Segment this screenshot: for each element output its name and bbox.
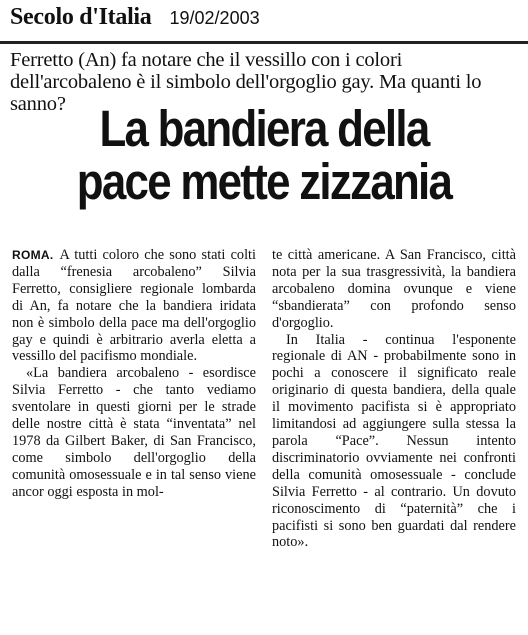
header-rule [0, 41, 528, 44]
headline-line-2: pace mette zizzania [76, 153, 452, 210]
article-subhead: Ferretto (An) fa notare che il vessillo con i colori dell'arcobaleno è il simbolo dell'orgoglio gay. Ma quanti lo sanno? [10, 49, 482, 115]
article-column-2 [272, 247, 516, 551]
dateline: ROMA. [12, 248, 54, 262]
publication-date: 19/02/2003 [169, 8, 260, 28]
publication-name: Secolo d'Italia [10, 4, 152, 30]
article-paragraph [12, 247, 256, 365]
article-paragraph: te città americane. A San Francisco, città nota per la sua trasgressività, la bandiera arcobaleno domina ovunque e viene “sbandierata” con profondo senso d'orgoglio. [272, 247, 516, 331]
paragraph-text: A tutti coloro che sono stati colti dalla “frenesia arcobaleno” Silvia Ferretto, consigliere regionale lombarda di An, fa notare che la bandiera iridata non è simbolo della pace ma dell'orgoglio gay e quindi è arbitrario averla eletta a vessillo del pacifismo mondiale. [12, 247, 256, 365]
masthead [10, 4, 260, 34]
headline-line-1: La bandiera della [99, 100, 429, 157]
article-paragraph: «La bandiera arcobaleno - esordisce Silvia Ferretto - che tanto vediamo sventolare in questi giorni per le strade delle nostre città è stata “inventata” nel 1978 da Gilbert Baker, di San Francisco, come simbolo dell'orgoglio della comunità omosessuale e in tal senso viene ancor oggi esposta in mol- [12, 365, 256, 500]
article-paragraph: In Italia - continua l'esponente regionale di AN - probabilmente sono in pochi a conoscere il significato reale originario di questa bandiera, della quale il movimento pacifista si è appropriato limitandosi ad aggiungere sulla stessa la parola “Pace”. Nessun intento discriminatorio ovviamente nei confronti della comunità omosessuale - conclude Silvia Ferretto - al contrario. Un dovuto riconoscimento di “paternità” che i pacifisti si sono ben guardati dal rendere noto». [272, 331, 516, 551]
article-column-1 [12, 247, 256, 501]
article-headline [37, 102, 491, 208]
